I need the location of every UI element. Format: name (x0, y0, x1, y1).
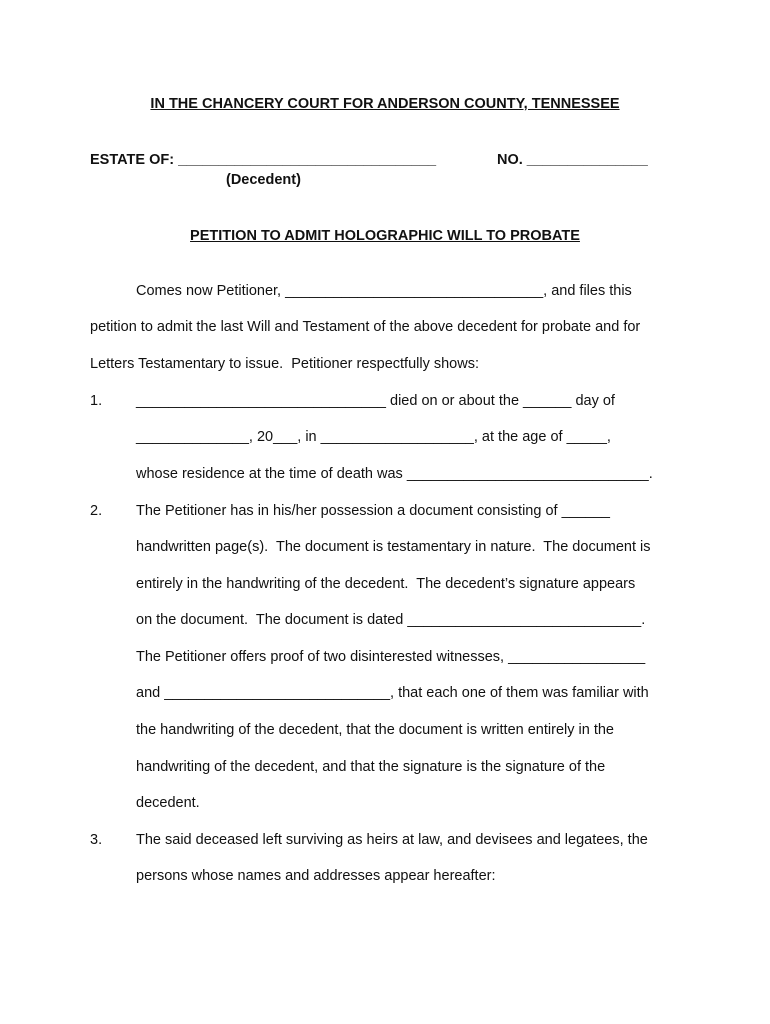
item-1-line-3: whose residence at the time of death was ______________________________. (136, 466, 653, 482)
court-heading: IN THE CHANCERY COURT FOR ANDERSON COUNTY, TENNESSEE (150, 96, 620, 112)
item-2-number: 2. (90, 503, 103, 519)
petition-title: PETITION TO ADMIT HOLOGRAPHIC WILL TO PROBATE (190, 228, 580, 244)
item-1-number: 1. (90, 393, 103, 409)
item-2-line-2: handwritten page(s). The document is testamentary in nature. The document is (136, 539, 651, 555)
item-3-line-1: The said deceased left surviving as heirs at law, and devisees and legatees, the (136, 832, 648, 848)
item-2-line-1: The Petitioner has in his/her possession a document consisting of ______ (136, 503, 610, 519)
intro-line-1: Comes now Petitioner, ________________________________, and files this (136, 283, 632, 299)
item-2-line-7: the handwriting of the decedent, that the document is written entirely in the (136, 722, 614, 738)
item-2-line-6: and ____________________________, that each one of them was familiar with (136, 685, 649, 701)
decedent-label: (Decedent) (226, 172, 301, 188)
item-2-line-9: decedent. (136, 795, 200, 811)
intro-line-3: Letters Testamentary to issue. Petitioner respectfully shows: (90, 356, 479, 372)
item-2-line-4: on the document. The document is dated _____________________________. (136, 612, 646, 628)
item-2-line-3: entirely in the handwriting of the decedent. The decedent’s signature appears (136, 576, 636, 592)
item-2-line-8: handwriting of the decedent, and that the signature is the signature of the (136, 759, 606, 775)
intro-line-2: petition to admit the last Will and Testament of the above decedent for probate and for (90, 319, 641, 335)
item-1-line-1: _______________________________ died on or about the ______ day of (136, 393, 615, 409)
item-3-line-2: persons whose names and addresses appear hereafter: (136, 868, 496, 884)
item-1-line-2: ______________, 20___, in ___________________, at the age of _____, (136, 429, 611, 445)
item-2-line-5: The Petitioner offers proof of two disinterested witnesses, _________________ (136, 649, 646, 665)
case-number-line: NO. _______________ (497, 152, 648, 168)
item-3-number: 3. (90, 832, 103, 848)
estate-of-line: ESTATE OF: ________________________________ (90, 152, 437, 168)
